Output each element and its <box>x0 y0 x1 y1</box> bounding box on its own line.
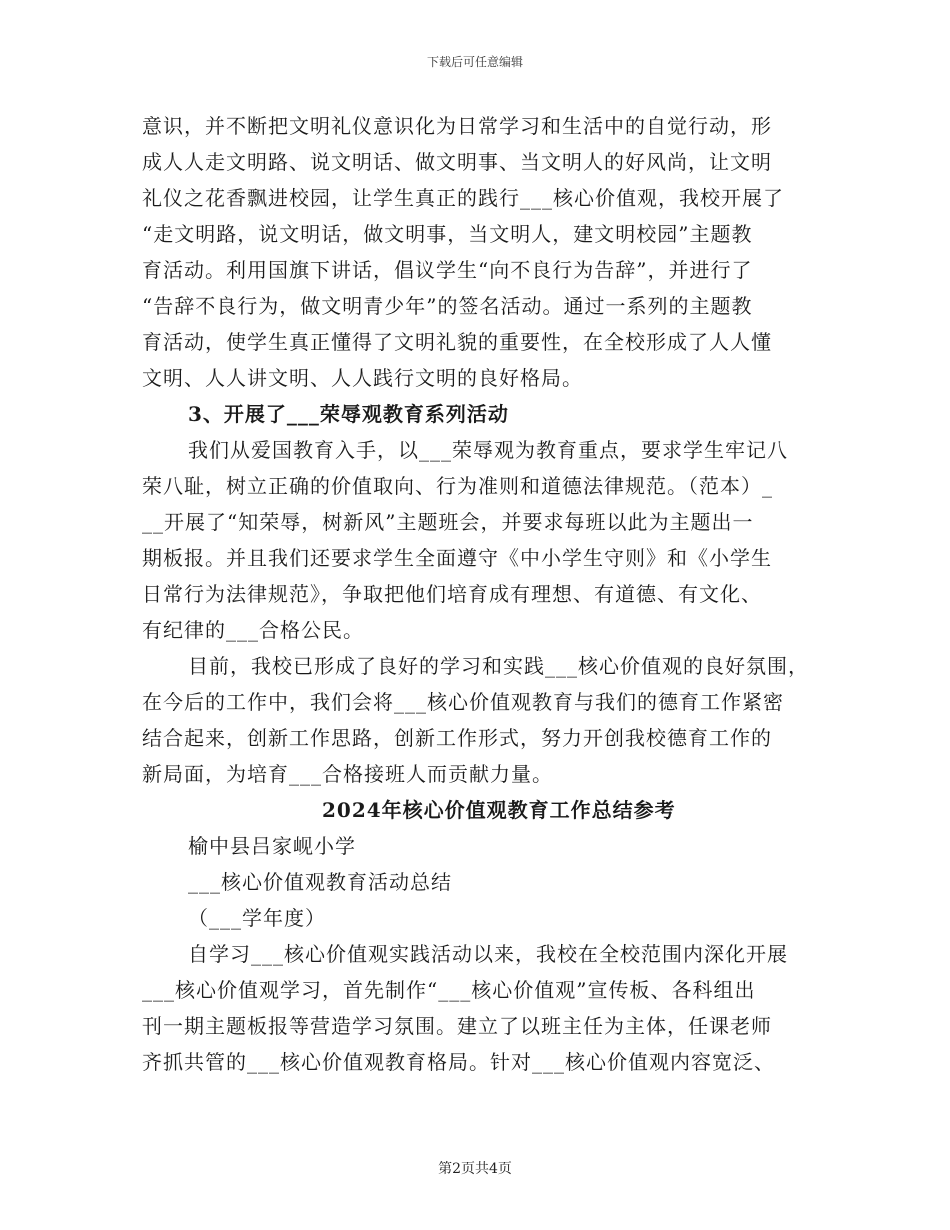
page-footer: 第2页共4页 <box>438 1161 512 1177</box>
text-line: 成人人走文明路、说文明话、做文明事、当文明人的好风尚，让文明 <box>142 150 772 174</box>
text-line: 新局面，为培育___合格接班人而贡献力量。 <box>142 762 553 786</box>
text-line: 荣八耻，树立正确的价值取向、行为准则和道德法律规范。（范本）_ <box>142 474 773 498</box>
text-line: 结合起来，创新工作思路，创新工作形式，努力开创我校德育工作的 <box>142 726 772 750</box>
text-line: 礼仪之花香飘进校园，让学生真正的践行___核心价值观，我校开展了 <box>142 186 784 210</box>
text-line: 我们从爱国教育入手，以___荣辱观为教育重点，要求学生牢记八 <box>188 438 788 462</box>
text-line: “告辞不良行为，做文明青少年”的签名活动。通过一系列的主题教 <box>142 294 753 318</box>
text-line: ___核心价值观学习，首先制作“___核心价值观”宣传板、各科组出 <box>142 978 756 1002</box>
text-line: 刊一期主题板报等营造学习氛围。建立了以班主任为主体，任课老师 <box>142 1014 772 1038</box>
text-line: ___核心价值观教育活动总结 <box>188 870 452 894</box>
text-line: 意识，并不断把文明礼仪意识化为日常学习和生活中的自觉行动，形 <box>142 114 772 138</box>
text-line: 在今后的工作中，我们会将___核心价值观教育与我们的德育工作紧密 <box>142 690 784 714</box>
text-line: 齐抓共管的___核心价值观教育格局。针对___核心价值观内容宽泛、 <box>142 1050 775 1074</box>
text-line: __开展了“知荣辱，树新风”主题班会，并要求每班以此为主题出一 <box>142 510 754 534</box>
text-line: 日常行为法律规范》，争取把他们培育成有理想、有道德、有文化、 <box>142 582 762 606</box>
document-body <box>142 108 822 1080</box>
text-line: 有纪律的___合格公民。 <box>142 618 364 642</box>
text-line: 育活动，使学生真正懂得了文明礼貌的重要性，在全校形成了人人懂 <box>142 330 772 354</box>
text-line: 文明、人人讲文明、人人践行文明的良好格局。 <box>142 366 583 390</box>
section-title: 2024年核心价值观教育工作总结参考 <box>322 798 676 822</box>
text-line: 目前，我校已形成了良好的学习和实践___核心价值观的良好氛围， <box>188 654 809 678</box>
text-line: 自学习___核心价值观实践活动以来，我校在全校范围内深化开展 <box>188 942 788 966</box>
text-line: （___学年度） <box>188 906 326 930</box>
text-line: 榆中县吕家岘小学 <box>188 834 356 858</box>
section-heading: 3、开展了___荣辱观教育系列活动 <box>188 402 509 426</box>
text-line: 育活动。利用国旗下讲话，倡议学生“向不良行为告辞”，并进行了 <box>142 258 753 282</box>
text-line: 期板报。并且我们还要求学生全面遵守《中小学生守则》和《小学生 <box>142 546 772 570</box>
text-line: “走文明路，说文明话，做文明事，当文明人，建文明校园”主题教 <box>142 222 753 246</box>
page-header: 下载后可任意编辑 <box>426 55 523 69</box>
